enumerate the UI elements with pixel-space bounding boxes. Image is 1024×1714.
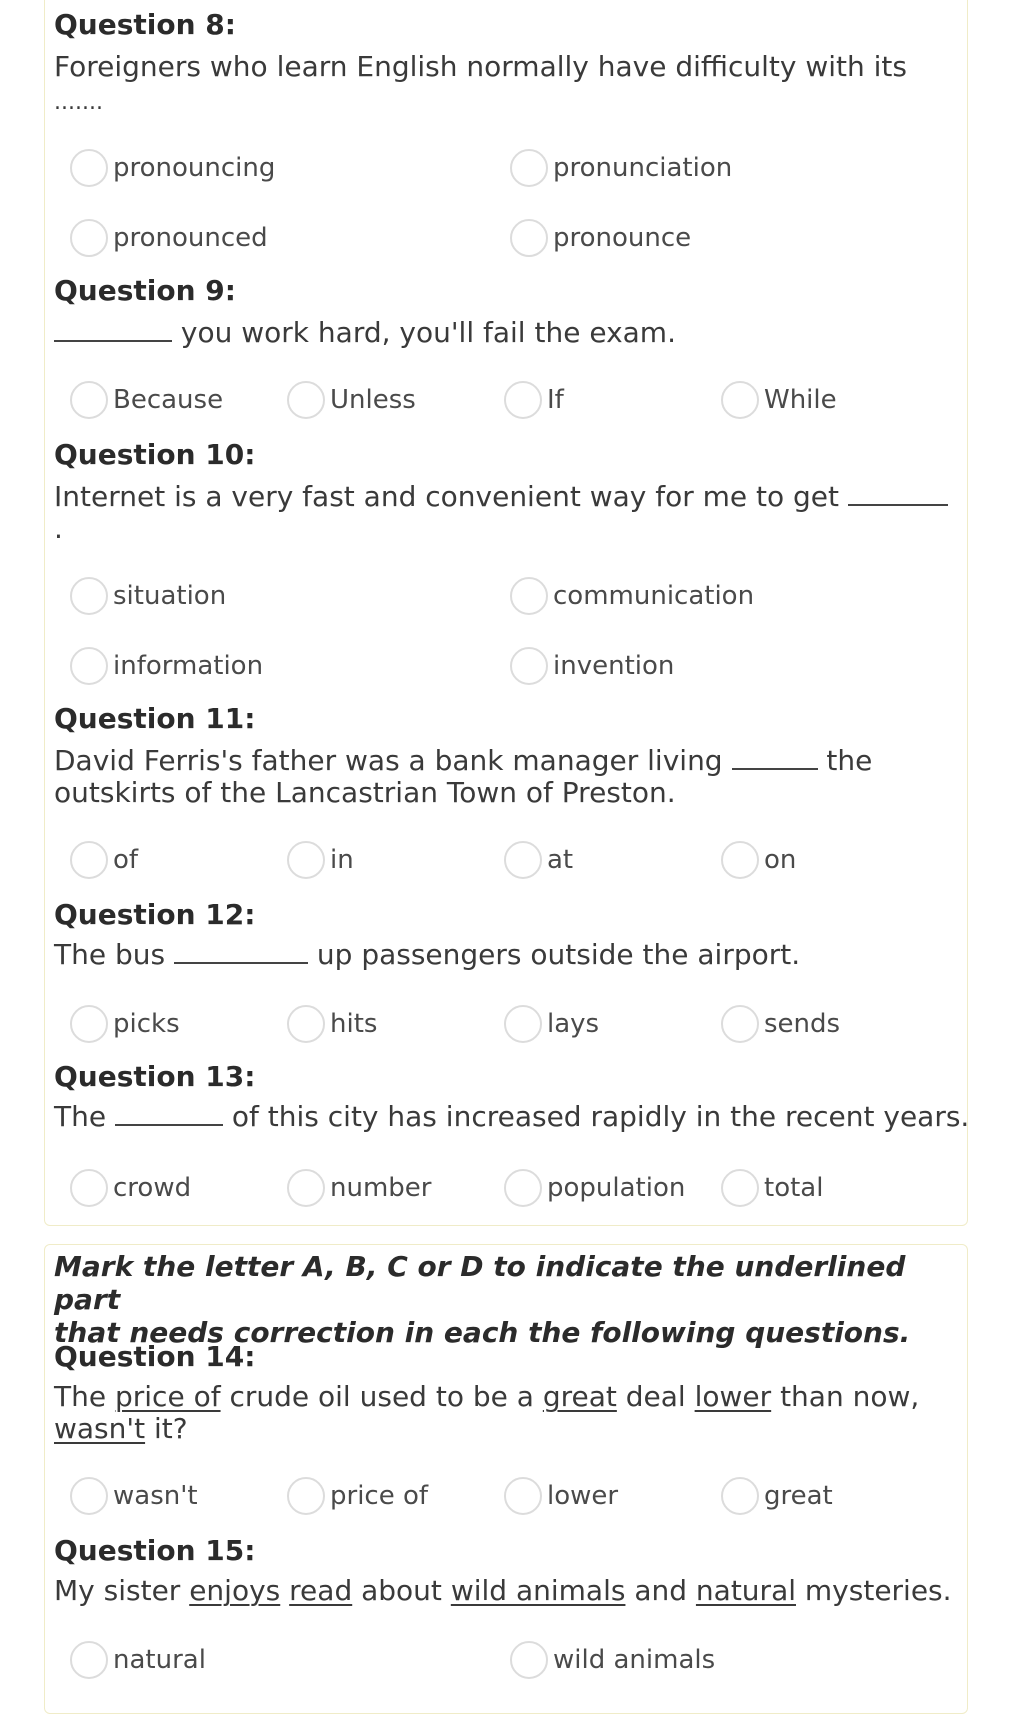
radio-button[interactable] xyxy=(287,1477,325,1515)
radio-button[interactable] xyxy=(510,577,548,615)
radio-button[interactable] xyxy=(70,1005,108,1043)
radio-button[interactable] xyxy=(287,1005,325,1043)
question-9-text: you work hard, you'll fail the exam. xyxy=(54,316,676,349)
question-14-option-c[interactable]: lower xyxy=(504,1474,618,1518)
radio-button[interactable] xyxy=(70,381,108,419)
radio-button[interactable] xyxy=(70,577,108,615)
section-instruction: Mark the letter A, B, C or D to indicate the underlined part that needs correction in each the following questions. xyxy=(54,1250,911,1349)
radio-button[interactable] xyxy=(721,1477,759,1515)
question-8-title: Question 8: xyxy=(54,8,236,41)
answer-blank xyxy=(174,940,308,964)
question-10-option-d[interactable]: invention xyxy=(510,644,674,688)
radio-button[interactable] xyxy=(287,841,325,879)
question-15-option-a[interactable]: natural xyxy=(70,1638,206,1682)
question-9-option-a[interactable]: Because xyxy=(70,378,223,422)
question-8-text: Foreigners who learn English normally have difficulty with its xyxy=(54,50,908,83)
answer-blank xyxy=(848,482,948,506)
question-10-title: Question 10: xyxy=(54,438,256,471)
radio-button[interactable] xyxy=(287,381,325,419)
question-13-option-d[interactable]: total xyxy=(721,1166,823,1210)
radio-button[interactable] xyxy=(504,841,542,879)
question-8-option-b[interactable]: pronunciation xyxy=(510,146,732,190)
question-15-option-b[interactable]: wild animals xyxy=(510,1638,715,1682)
question-13-text: The of this city has increased rapidly in the recent years. xyxy=(54,1100,970,1133)
question-15-title: Question 15: xyxy=(54,1534,256,1567)
radio-button[interactable] xyxy=(510,1641,548,1679)
underlined-part: wild animals xyxy=(450,1574,626,1607)
question-11-title: Question 11: xyxy=(54,702,256,735)
radio-button[interactable] xyxy=(70,647,108,685)
underlined-part: lower xyxy=(694,1380,772,1413)
question-9-title: Question 9: xyxy=(54,274,236,307)
radio-button[interactable] xyxy=(721,1005,759,1043)
question-10-option-b[interactable]: communication xyxy=(510,574,754,618)
question-12-option-d[interactable]: sends xyxy=(721,1002,840,1046)
radio-button[interactable] xyxy=(504,1477,542,1515)
question-11-option-a[interactable]: of xyxy=(70,838,138,882)
question-13-option-a[interactable]: crowd xyxy=(70,1166,191,1210)
question-12-title: Question 12: xyxy=(54,898,256,931)
question-12-option-c[interactable]: lays xyxy=(504,1002,599,1046)
radio-button[interactable] xyxy=(504,1169,542,1207)
question-11-option-c[interactable]: at xyxy=(504,838,573,882)
question-11-option-d[interactable]: on xyxy=(721,838,796,882)
underlined-part: great xyxy=(542,1380,617,1413)
question-8-option-a[interactable]: pronouncing xyxy=(70,146,275,190)
question-10-period: . xyxy=(54,512,63,545)
question-15-text: My sister enjoys read about wild animals and natural mysteries. xyxy=(54,1574,952,1607)
radio-button[interactable] xyxy=(287,1169,325,1207)
question-8-option-d[interactable]: pronounce xyxy=(510,216,691,260)
question-13-title: Question 13: xyxy=(54,1060,256,1093)
answer-blank xyxy=(732,746,818,770)
question-8-option-c[interactable]: pronounced xyxy=(70,216,268,260)
radio-button[interactable] xyxy=(70,219,108,257)
radio-button[interactable] xyxy=(721,381,759,419)
question-13-option-c[interactable]: population xyxy=(504,1166,685,1210)
question-11-option-b[interactable]: in xyxy=(287,838,354,882)
radio-button[interactable] xyxy=(504,381,542,419)
question-8-dots: ....... xyxy=(54,90,103,115)
question-13-option-b[interactable]: number xyxy=(287,1166,431,1210)
question-14-text: The price of crude oil used to be a great deal lower than now, xyxy=(54,1380,920,1413)
question-10-option-a[interactable]: situation xyxy=(70,574,226,618)
radio-button[interactable] xyxy=(721,841,759,879)
radio-button[interactable] xyxy=(510,647,548,685)
radio-button[interactable] xyxy=(721,1169,759,1207)
radio-button[interactable] xyxy=(510,219,548,257)
radio-button[interactable] xyxy=(504,1005,542,1043)
question-11-text-line2: outskirts of the Lancastrian Town of Preston. xyxy=(54,776,676,809)
question-12-option-b[interactable]: hits xyxy=(287,1002,377,1046)
question-14-option-b[interactable]: price of xyxy=(287,1474,428,1518)
radio-button[interactable] xyxy=(70,1477,108,1515)
underlined-part: natural xyxy=(695,1574,796,1607)
radio-button[interactable] xyxy=(70,1641,108,1679)
question-14-title: Question 14: xyxy=(54,1340,256,1373)
radio-button[interactable] xyxy=(510,149,548,187)
underlined-part: enjoys xyxy=(189,1574,281,1607)
question-9-option-c[interactable]: If xyxy=(504,378,564,422)
underlined-part: price of xyxy=(114,1380,221,1413)
radio-button[interactable] xyxy=(70,841,108,879)
question-14-option-d[interactable]: great xyxy=(721,1474,833,1518)
question-14-option-a[interactable]: wasn't xyxy=(70,1474,198,1518)
radio-button[interactable] xyxy=(70,149,108,187)
answer-blank xyxy=(115,1102,223,1126)
underlined-part: read xyxy=(289,1574,353,1607)
question-9-option-d[interactable]: While xyxy=(721,378,837,422)
question-14-text-line2: wasn't it? xyxy=(54,1412,188,1445)
answer-blank xyxy=(54,318,172,342)
question-12-option-a[interactable]: picks xyxy=(70,1002,180,1046)
underlined-part: wasn't xyxy=(54,1412,146,1445)
question-9-option-b[interactable]: Unless xyxy=(287,378,416,422)
radio-button[interactable] xyxy=(70,1169,108,1207)
question-10-option-c[interactable]: information xyxy=(70,644,263,688)
question-10-text: Internet is a very fast and convenient way for me to get xyxy=(54,480,948,513)
question-11-text: David Ferris's father was a bank manager living the xyxy=(54,744,873,777)
question-12-text: The bus up passengers outside the airport. xyxy=(54,938,801,971)
